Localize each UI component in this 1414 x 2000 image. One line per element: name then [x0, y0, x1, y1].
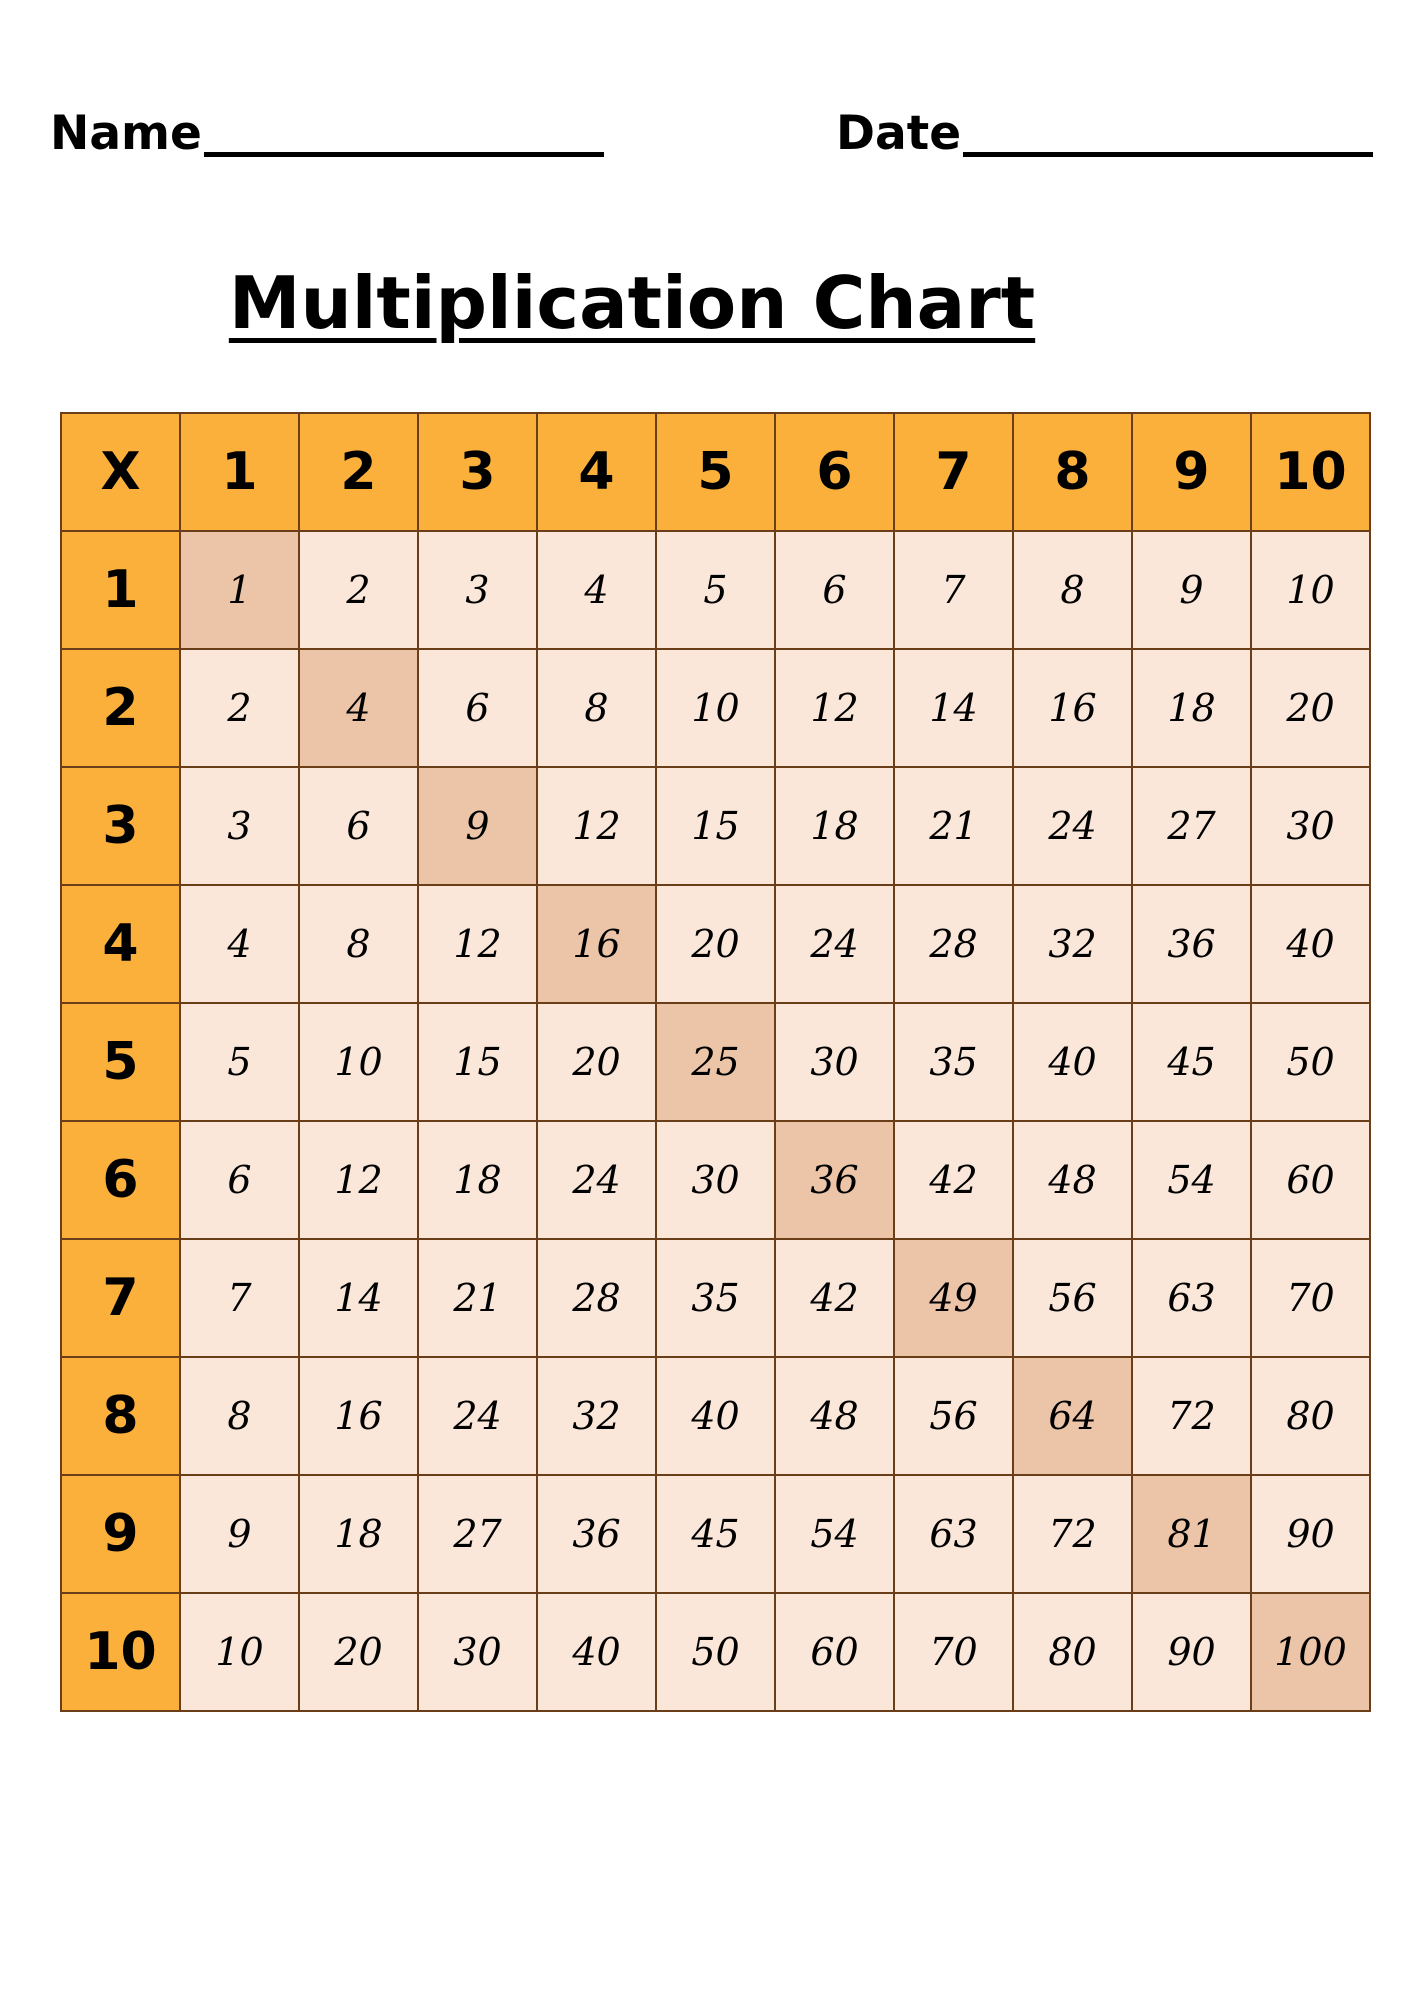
- product-cell: 18: [418, 1121, 537, 1239]
- column-header: 2: [299, 413, 418, 531]
- table-row: [61, 1239, 1370, 1357]
- column-header: 7: [894, 413, 1013, 531]
- product-cell: 7: [180, 1239, 299, 1357]
- product-cell: 36: [1132, 885, 1251, 1003]
- product-cell: 27: [1132, 767, 1251, 885]
- product-cell: 48: [1013, 1121, 1132, 1239]
- product-cell: 8: [1013, 531, 1132, 649]
- product-cell: 10: [656, 649, 775, 767]
- product-cell: 36: [537, 1475, 656, 1593]
- product-cell: 5: [180, 1003, 299, 1121]
- header-row: [61, 413, 1370, 531]
- table-row: [61, 1357, 1370, 1475]
- product-cell: 12: [418, 885, 537, 1003]
- table-row: [61, 1003, 1370, 1121]
- product-cell: 20: [1251, 649, 1370, 767]
- product-cell: 4: [180, 885, 299, 1003]
- column-header: 3: [418, 413, 537, 531]
- name-field[interactable]: [50, 106, 604, 161]
- product-cell: 45: [656, 1475, 775, 1593]
- product-cell: 12: [537, 767, 656, 885]
- product-cell: 40: [1251, 885, 1370, 1003]
- row-header: 6: [61, 1121, 180, 1239]
- product-cell: 16: [299, 1357, 418, 1475]
- product-cell: 90: [1132, 1593, 1251, 1711]
- product-cell: 28: [894, 885, 1013, 1003]
- product-cell-square: 49: [894, 1239, 1013, 1357]
- product-cell: 10: [180, 1593, 299, 1711]
- product-cell: 18: [1132, 649, 1251, 767]
- corner-cell: X: [61, 413, 180, 531]
- table-header: [61, 413, 1370, 531]
- product-cell: 5: [656, 531, 775, 649]
- date-label: Date: [836, 106, 962, 161]
- multiplication-table: [60, 412, 1371, 1712]
- product-cell-square: 81: [1132, 1475, 1251, 1593]
- product-cell: 8: [537, 649, 656, 767]
- product-cell: 28: [537, 1239, 656, 1357]
- product-cell: 24: [418, 1357, 537, 1475]
- table-row: [61, 1475, 1370, 1593]
- row-header: 3: [61, 767, 180, 885]
- product-cell: 12: [299, 1121, 418, 1239]
- product-cell: 54: [775, 1475, 894, 1593]
- table-body: [61, 531, 1370, 1711]
- name-label: Name: [50, 106, 202, 161]
- product-cell-square: 16: [537, 885, 656, 1003]
- product-cell: 42: [775, 1239, 894, 1357]
- product-cell: 30: [656, 1121, 775, 1239]
- product-cell: 3: [418, 531, 537, 649]
- table-row: [61, 885, 1370, 1003]
- product-cell: 24: [1013, 767, 1132, 885]
- product-cell: 72: [1132, 1357, 1251, 1475]
- product-cell-square: 100: [1251, 1593, 1370, 1711]
- product-cell: 48: [775, 1357, 894, 1475]
- product-cell-square: 9: [418, 767, 537, 885]
- column-header: 5: [656, 413, 775, 531]
- name-blank-line[interactable]: [204, 108, 604, 157]
- product-cell: 21: [418, 1239, 537, 1357]
- column-header: 6: [775, 413, 894, 531]
- product-cell: 30: [418, 1593, 537, 1711]
- product-cell: 9: [180, 1475, 299, 1593]
- product-cell: 35: [656, 1239, 775, 1357]
- product-cell: 14: [299, 1239, 418, 1357]
- product-cell: 50: [1251, 1003, 1370, 1121]
- product-cell: 7: [894, 531, 1013, 649]
- product-cell: 6: [418, 649, 537, 767]
- table-row: [61, 1121, 1370, 1239]
- product-cell: 24: [537, 1121, 656, 1239]
- product-cell: 54: [1132, 1121, 1251, 1239]
- column-header: 10: [1251, 413, 1370, 531]
- product-cell-square: 64: [1013, 1357, 1132, 1475]
- product-cell: 15: [656, 767, 775, 885]
- product-cell: 45: [1132, 1003, 1251, 1121]
- product-cell: 9: [1132, 531, 1251, 649]
- row-header: 5: [61, 1003, 180, 1121]
- product-cell: 80: [1013, 1593, 1132, 1711]
- product-cell: 8: [299, 885, 418, 1003]
- column-header: 4: [537, 413, 656, 531]
- product-cell: 20: [656, 885, 775, 1003]
- product-cell: 72: [1013, 1475, 1132, 1593]
- product-cell: 60: [775, 1593, 894, 1711]
- product-cell: 27: [418, 1475, 537, 1593]
- row-header: 2: [61, 649, 180, 767]
- product-cell: 30: [775, 1003, 894, 1121]
- product-cell: 21: [894, 767, 1013, 885]
- product-cell: 10: [299, 1003, 418, 1121]
- table-row: [61, 531, 1370, 649]
- table-row: [61, 1593, 1370, 1711]
- product-cell: 18: [775, 767, 894, 885]
- row-header: 8: [61, 1357, 180, 1475]
- page-title: Multiplication Chart: [228, 261, 1036, 345]
- product-cell: 60: [1251, 1121, 1370, 1239]
- product-cell: 10: [1251, 531, 1370, 649]
- product-cell: 70: [1251, 1239, 1370, 1357]
- product-cell-square: 1: [180, 531, 299, 649]
- product-cell-square: 36: [775, 1121, 894, 1239]
- product-cell: 8: [180, 1357, 299, 1475]
- product-cell: 2: [299, 531, 418, 649]
- table-row: [61, 649, 1370, 767]
- product-cell: 63: [894, 1475, 1013, 1593]
- product-cell: 35: [894, 1003, 1013, 1121]
- product-cell: 32: [537, 1357, 656, 1475]
- product-cell: 3: [180, 767, 299, 885]
- product-cell: 20: [299, 1593, 418, 1711]
- product-cell: 4: [537, 531, 656, 649]
- column-header: 8: [1013, 413, 1132, 531]
- product-cell: 32: [1013, 885, 1132, 1003]
- date-blank-line[interactable]: [963, 108, 1373, 157]
- date-field[interactable]: [836, 106, 1373, 161]
- product-cell: 6: [299, 767, 418, 885]
- product-cell: 15: [418, 1003, 537, 1121]
- product-cell: 70: [894, 1593, 1013, 1711]
- product-cell: 12: [775, 649, 894, 767]
- product-cell: 40: [1013, 1003, 1132, 1121]
- row-header: 7: [61, 1239, 180, 1357]
- table-row: [61, 767, 1370, 885]
- product-cell: 6: [775, 531, 894, 649]
- product-cell: 42: [894, 1121, 1013, 1239]
- product-cell: 6: [180, 1121, 299, 1239]
- product-cell: 80: [1251, 1357, 1370, 1475]
- row-header: 1: [61, 531, 180, 649]
- product-cell-square: 4: [299, 649, 418, 767]
- product-cell: 20: [537, 1003, 656, 1121]
- column-header: 1: [180, 413, 299, 531]
- row-header: 4: [61, 885, 180, 1003]
- product-cell: 14: [894, 649, 1013, 767]
- product-cell: 24: [775, 885, 894, 1003]
- product-cell: 56: [1013, 1239, 1132, 1357]
- product-cell: 56: [894, 1357, 1013, 1475]
- row-header: 9: [61, 1475, 180, 1593]
- product-cell: 2: [180, 649, 299, 767]
- column-header: 9: [1132, 413, 1251, 531]
- product-cell-square: 25: [656, 1003, 775, 1121]
- product-cell: 50: [656, 1593, 775, 1711]
- row-header: 10: [61, 1593, 180, 1711]
- product-cell: 63: [1132, 1239, 1251, 1357]
- product-cell: 90: [1251, 1475, 1370, 1593]
- product-cell: 16: [1013, 649, 1132, 767]
- product-cell: 40: [537, 1593, 656, 1711]
- product-cell: 18: [299, 1475, 418, 1593]
- product-cell: 30: [1251, 767, 1370, 885]
- product-cell: 40: [656, 1357, 775, 1475]
